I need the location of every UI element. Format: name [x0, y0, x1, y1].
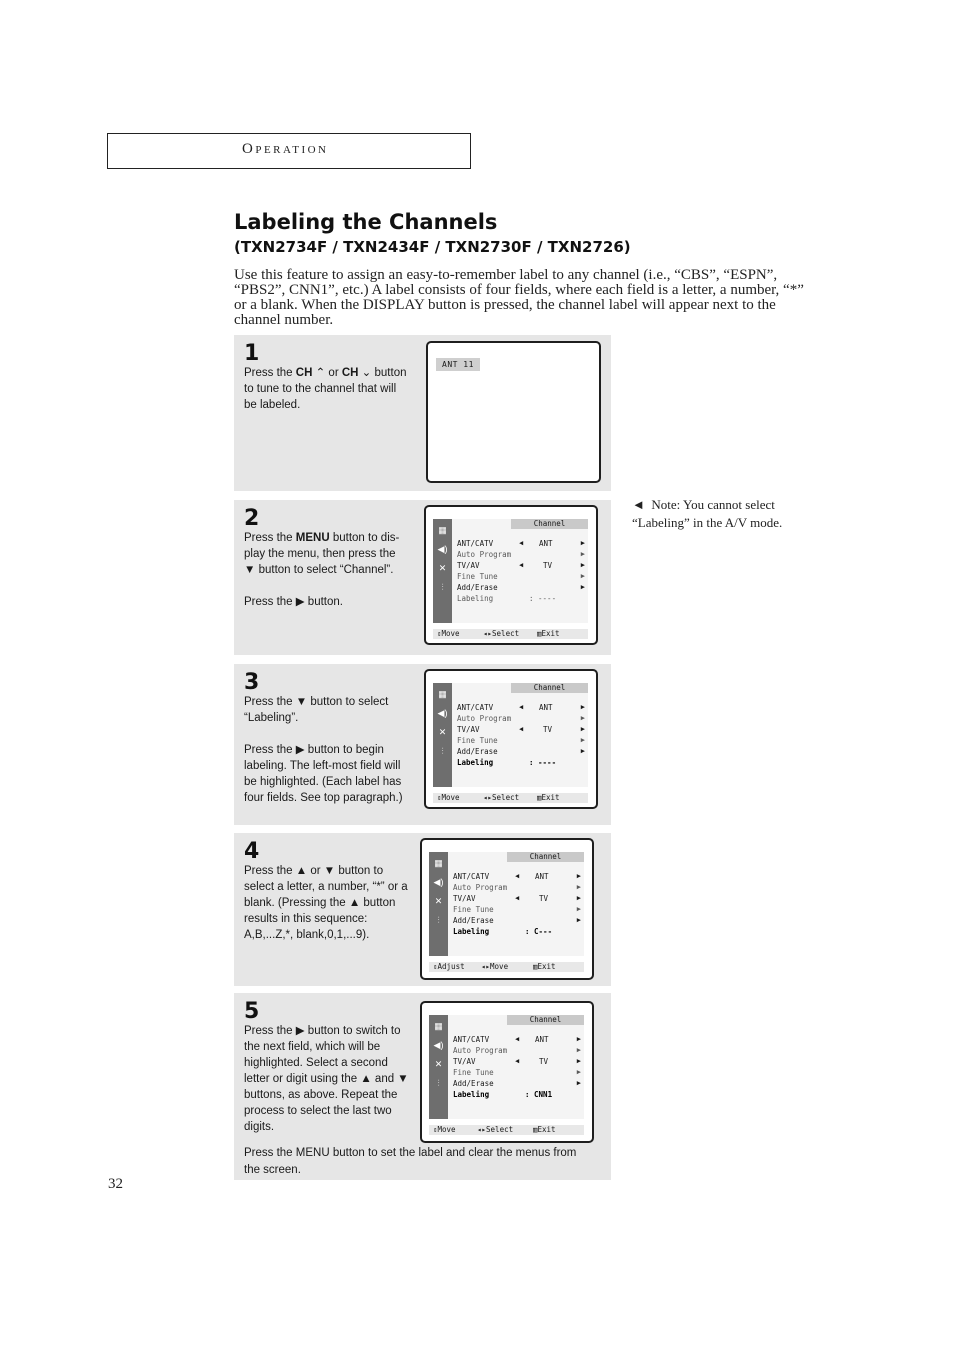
step-5-instructions: Press the ▶ button to switch to the next field, which will be highlighted. Select a second letter or digit using the ▲ and ▼ buttons, as above. Repeat the process to select the last two digits.	[244, 1025, 409, 1133]
sound-icon: ◀)	[433, 1040, 444, 1050]
step-number: 5	[244, 999, 260, 1024]
page-subtitle: (TXN2734F / TXN2434F / TXN2730F / TXN2726)	[234, 238, 631, 256]
step-number: 3	[244, 670, 260, 695]
menu-header: Channel	[511, 683, 588, 693]
picture-icon: ▦	[438, 689, 447, 699]
menu-icon-bar	[429, 1015, 448, 1119]
menu-row-tv-av: TV/AV ◀ TV ▶	[453, 1057, 581, 1066]
menu-icon-bar	[433, 683, 452, 787]
tv-screen	[424, 669, 598, 809]
channel-menu	[429, 1015, 584, 1119]
menu-row-tv-av: TV/AV ◀ TV ▶	[457, 561, 585, 570]
menu-row-auto-program: Auto Program ▶	[453, 883, 581, 892]
picture-icon: ▦	[434, 1021, 443, 1031]
menu-row-labeling: Labeling : ----	[457, 758, 557, 767]
step-2-panel	[234, 500, 611, 655]
menu-row-add-erase: Add/Erase ▶	[457, 583, 585, 592]
step-2-instructions: Press the MENU button to display the menu, then press the ▼ button to select “Channel”. Press the ▶ button.	[244, 532, 400, 608]
sound-icon: ◀)	[433, 877, 444, 887]
picture-icon: ▦	[434, 858, 443, 868]
menu-icon-bar	[429, 852, 448, 956]
menu-footer: ⇕ Move ◂▸ Select ▥ Exit	[429, 1125, 584, 1135]
menu-row-auto-program: Auto Program ▶	[457, 550, 585, 559]
menu-row-add-erase: Add/Erase ▶	[457, 747, 585, 756]
menu-row-ant-catv: ANT/CATV ◀ ANT ▶	[457, 703, 585, 712]
tv-screen	[426, 341, 601, 483]
menu-icon-bar	[433, 519, 452, 623]
menu-row-ant-catv: ANT/CATV ◀ ANT ▶	[457, 539, 585, 548]
step-1-instructions: Press the CH ⌃ or CH ⌄ button to tune to the channel that will be labeled.	[244, 367, 407, 411]
setup-icon: ⫶	[441, 582, 444, 592]
page-title: Labeling the Channels	[234, 210, 498, 234]
side-note-text: Note: You cannot select “Labeling” in the A/V mode.	[632, 497, 783, 530]
step-number: 1	[244, 341, 260, 366]
step-5-panel	[234, 993, 611, 1180]
menu-row-add-erase: Add/Erase ▶	[453, 1079, 581, 1088]
channel-menu	[433, 683, 588, 787]
picture-icon: ▦	[438, 525, 447, 535]
step-4-instructions: Press the ▲ or ▼ button to select a letter, a number, “*” or a blank. (Pressing the ▲ button results in this sequence: A,B,...Z,*, blank,0,1,...9).	[244, 865, 408, 941]
intro-paragraph: Use this feature to assign an easy-to-remember label to any channel (i.e., “CBS”, “ESPN”, “PBS2”, CNN1”, etc.) A label consists of four fields, where each field is a letter, a number, “*” or a blank. When the DISPLAY button is pressed, the channel label will appear next to the channel number.	[234, 267, 804, 328]
step-1-panel	[234, 335, 611, 491]
tv-screen	[424, 505, 598, 645]
setup-icon: ⫶	[441, 746, 444, 756]
menu-footer: ⇕ Move ◂▸ Select ▥ Exit	[433, 793, 588, 803]
side-note: ◄ Note: You cannot select “Labeling” in the A/V mode.	[632, 497, 783, 530]
setup-icon: ⫶	[437, 915, 440, 925]
channel-menu	[433, 519, 588, 623]
menu-row-labeling: Labeling : CNN1	[453, 1090, 553, 1099]
sound-icon: ◀)	[437, 544, 448, 554]
menu-row-tv-av: TV/AV ◀ TV ▶	[453, 894, 581, 903]
step-5-footer: Press the MENU button to set the label and clear the menus from the screen.	[244, 1147, 577, 1176]
channel-icon: ✕	[434, 1059, 443, 1069]
menu-row-fine-tune: Fine Tune ▶	[457, 736, 585, 745]
step-3-panel	[234, 664, 611, 825]
step-number: 2	[244, 506, 260, 531]
menu-row-fine-tune: Fine Tune ▶	[453, 905, 581, 914]
setup-icon: ⫶	[437, 1078, 440, 1088]
menu-row-ant-catv: ANT/CATV ◀ ANT ▶	[453, 1035, 581, 1044]
menu-footer: ⇕ Move ◂▸ Select ▥ Exit	[433, 629, 588, 639]
tv-screen	[420, 838, 594, 980]
menu-row-auto-program: Auto Program ▶	[453, 1046, 581, 1055]
step-number: 4	[244, 839, 260, 864]
menu-row-fine-tune: Fine Tune ▶	[453, 1068, 581, 1077]
menu-row-labeling: Labeling : C---	[453, 927, 553, 936]
channel-icon: ✕	[438, 727, 447, 737]
section-label: Operation	[242, 141, 329, 157]
channel-menu	[429, 852, 584, 956]
menu-row-labeling: Labeling : ----	[457, 594, 557, 603]
channel-display: ANT 11	[436, 358, 480, 371]
step-3-instructions: Press the ▼ button to select “Labeling”. Press the ▶ button to begin labeling. The left-most field will be highlighted. (Each label has four fields. See top paragraph.)	[244, 696, 403, 804]
channel-icon: ✕	[434, 896, 443, 906]
menu-footer: ⇕ Adjust ◂▸ Move ▥ Exit	[429, 962, 584, 972]
menu-header: Channel	[507, 852, 584, 862]
sound-icon: ◀)	[437, 708, 448, 718]
page-number: 32	[108, 1176, 123, 1192]
menu-header: Channel	[507, 1015, 584, 1025]
menu-row-auto-program: Auto Program ▶	[457, 714, 585, 723]
menu-row-add-erase: Add/Erase ▶	[453, 916, 581, 925]
menu-row-tv-av: TV/AV ◀ TV ▶	[457, 725, 585, 734]
tv-screen	[420, 1001, 594, 1143]
channel-icon: ✕	[438, 563, 447, 573]
menu-header: Channel	[511, 519, 588, 529]
menu-row-ant-catv: ANT/CATV ◀ ANT ▶	[453, 872, 581, 881]
menu-row-fine-tune: Fine Tune ▶	[457, 572, 585, 581]
step-4-panel	[234, 833, 611, 986]
